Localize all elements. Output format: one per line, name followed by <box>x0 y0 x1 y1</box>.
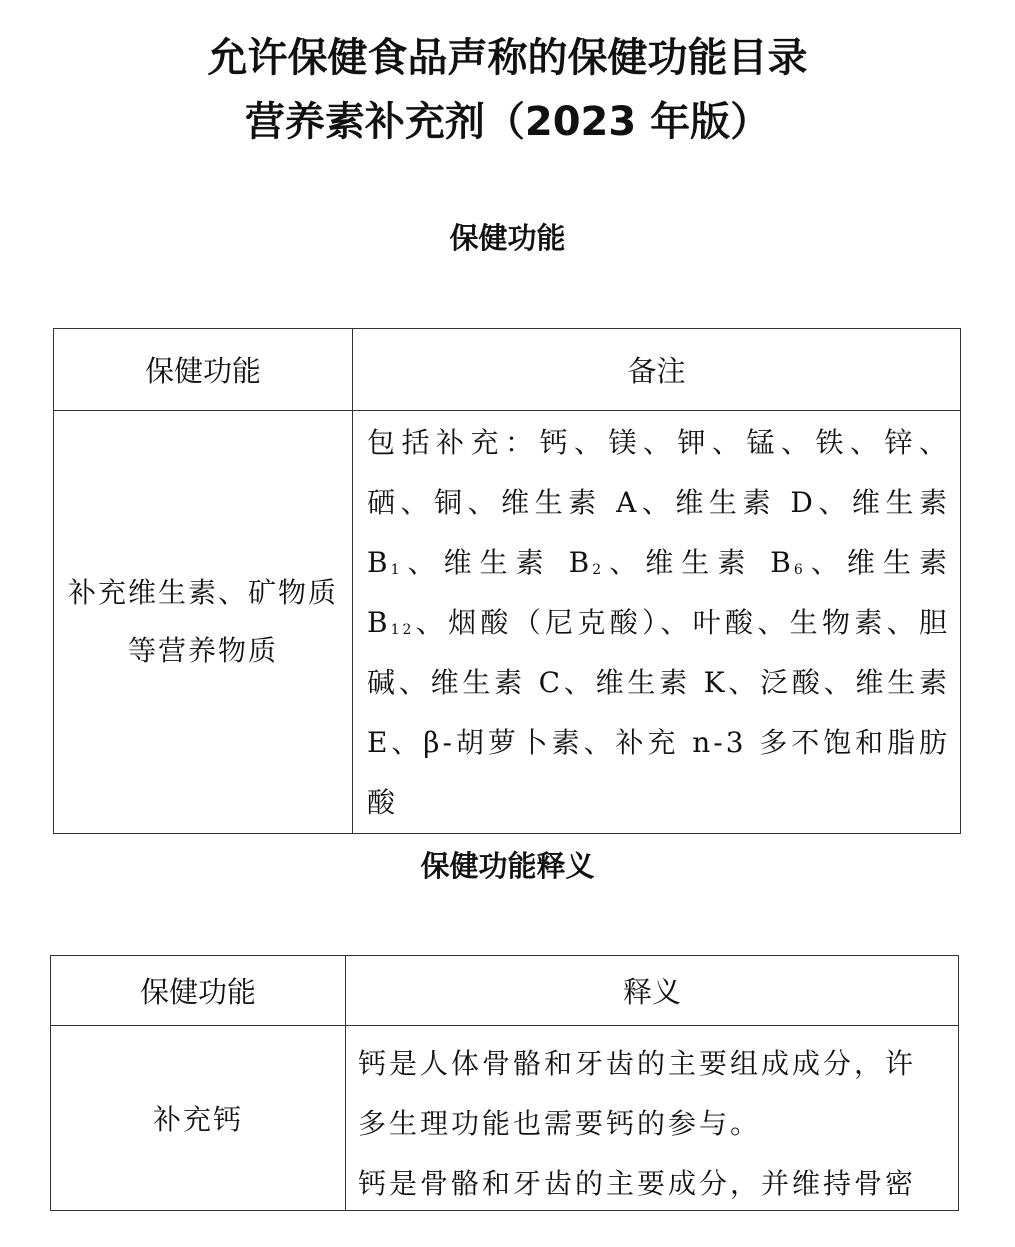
section-heading-definitions: 保健功能释义 <box>420 849 595 883</box>
subscript: 12 <box>390 622 415 638</box>
function-name-line2: 等营养物质 <box>127 634 278 667</box>
column-header-definition: 释义 <box>346 956 959 1026</box>
note-text-part: 、维生素 B <box>402 546 593 579</box>
function-name-line1: 补充维生素、矿物质 <box>67 576 338 609</box>
function-cell <box>54 411 353 834</box>
note-cell <box>353 411 961 834</box>
table-header-row <box>51 956 959 1026</box>
column-header-function: 保健功能 <box>54 329 353 411</box>
table-row <box>54 411 961 834</box>
note-text-part: 、维生素 B <box>604 546 794 579</box>
function-table <box>53 328 961 834</box>
subscript: 6 <box>793 562 806 578</box>
definition-paragraph: 钙是骨骼和牙齿的主要成分，并维持骨密 <box>358 1167 917 1200</box>
definition-cell <box>346 1026 959 1211</box>
note-text-part: 、维生素 B <box>367 546 950 639</box>
column-header-note: 备注 <box>353 329 961 411</box>
table-row <box>51 1026 959 1211</box>
section-heading-functions: 保健功能 <box>449 221 566 255</box>
table-header-row <box>54 329 961 411</box>
note-text-part: 包括补充：钙、镁、钾、锰、铁、锌、硒、铜、维生素 A、维生素 D、维生素 B <box>367 426 950 579</box>
document-title: 允许保健食品声称的保健功能目录 <box>207 35 808 81</box>
definition-table <box>50 955 959 1211</box>
definition-paragraph: 钙是人体骨骼和牙齿的主要组成成分，许多生理功能也需要钙的参与。 <box>358 1047 917 1140</box>
subscript: 2 <box>592 562 605 578</box>
document-subtitle: 营养素补充剂（2023 年版） <box>244 99 771 145</box>
column-header-function: 保健功能 <box>51 956 346 1026</box>
function-cell: 补充钙 <box>51 1026 346 1211</box>
note-text-part: 、烟酸（尼克酸）、叶酸、生物素、胆碱、维生素 C、维生素 K、泛酸、维生素 E、β-胡萝卜素、补充 n-3 多不饱和脂肪酸 <box>367 606 950 819</box>
subscript: 1 <box>390 562 403 578</box>
